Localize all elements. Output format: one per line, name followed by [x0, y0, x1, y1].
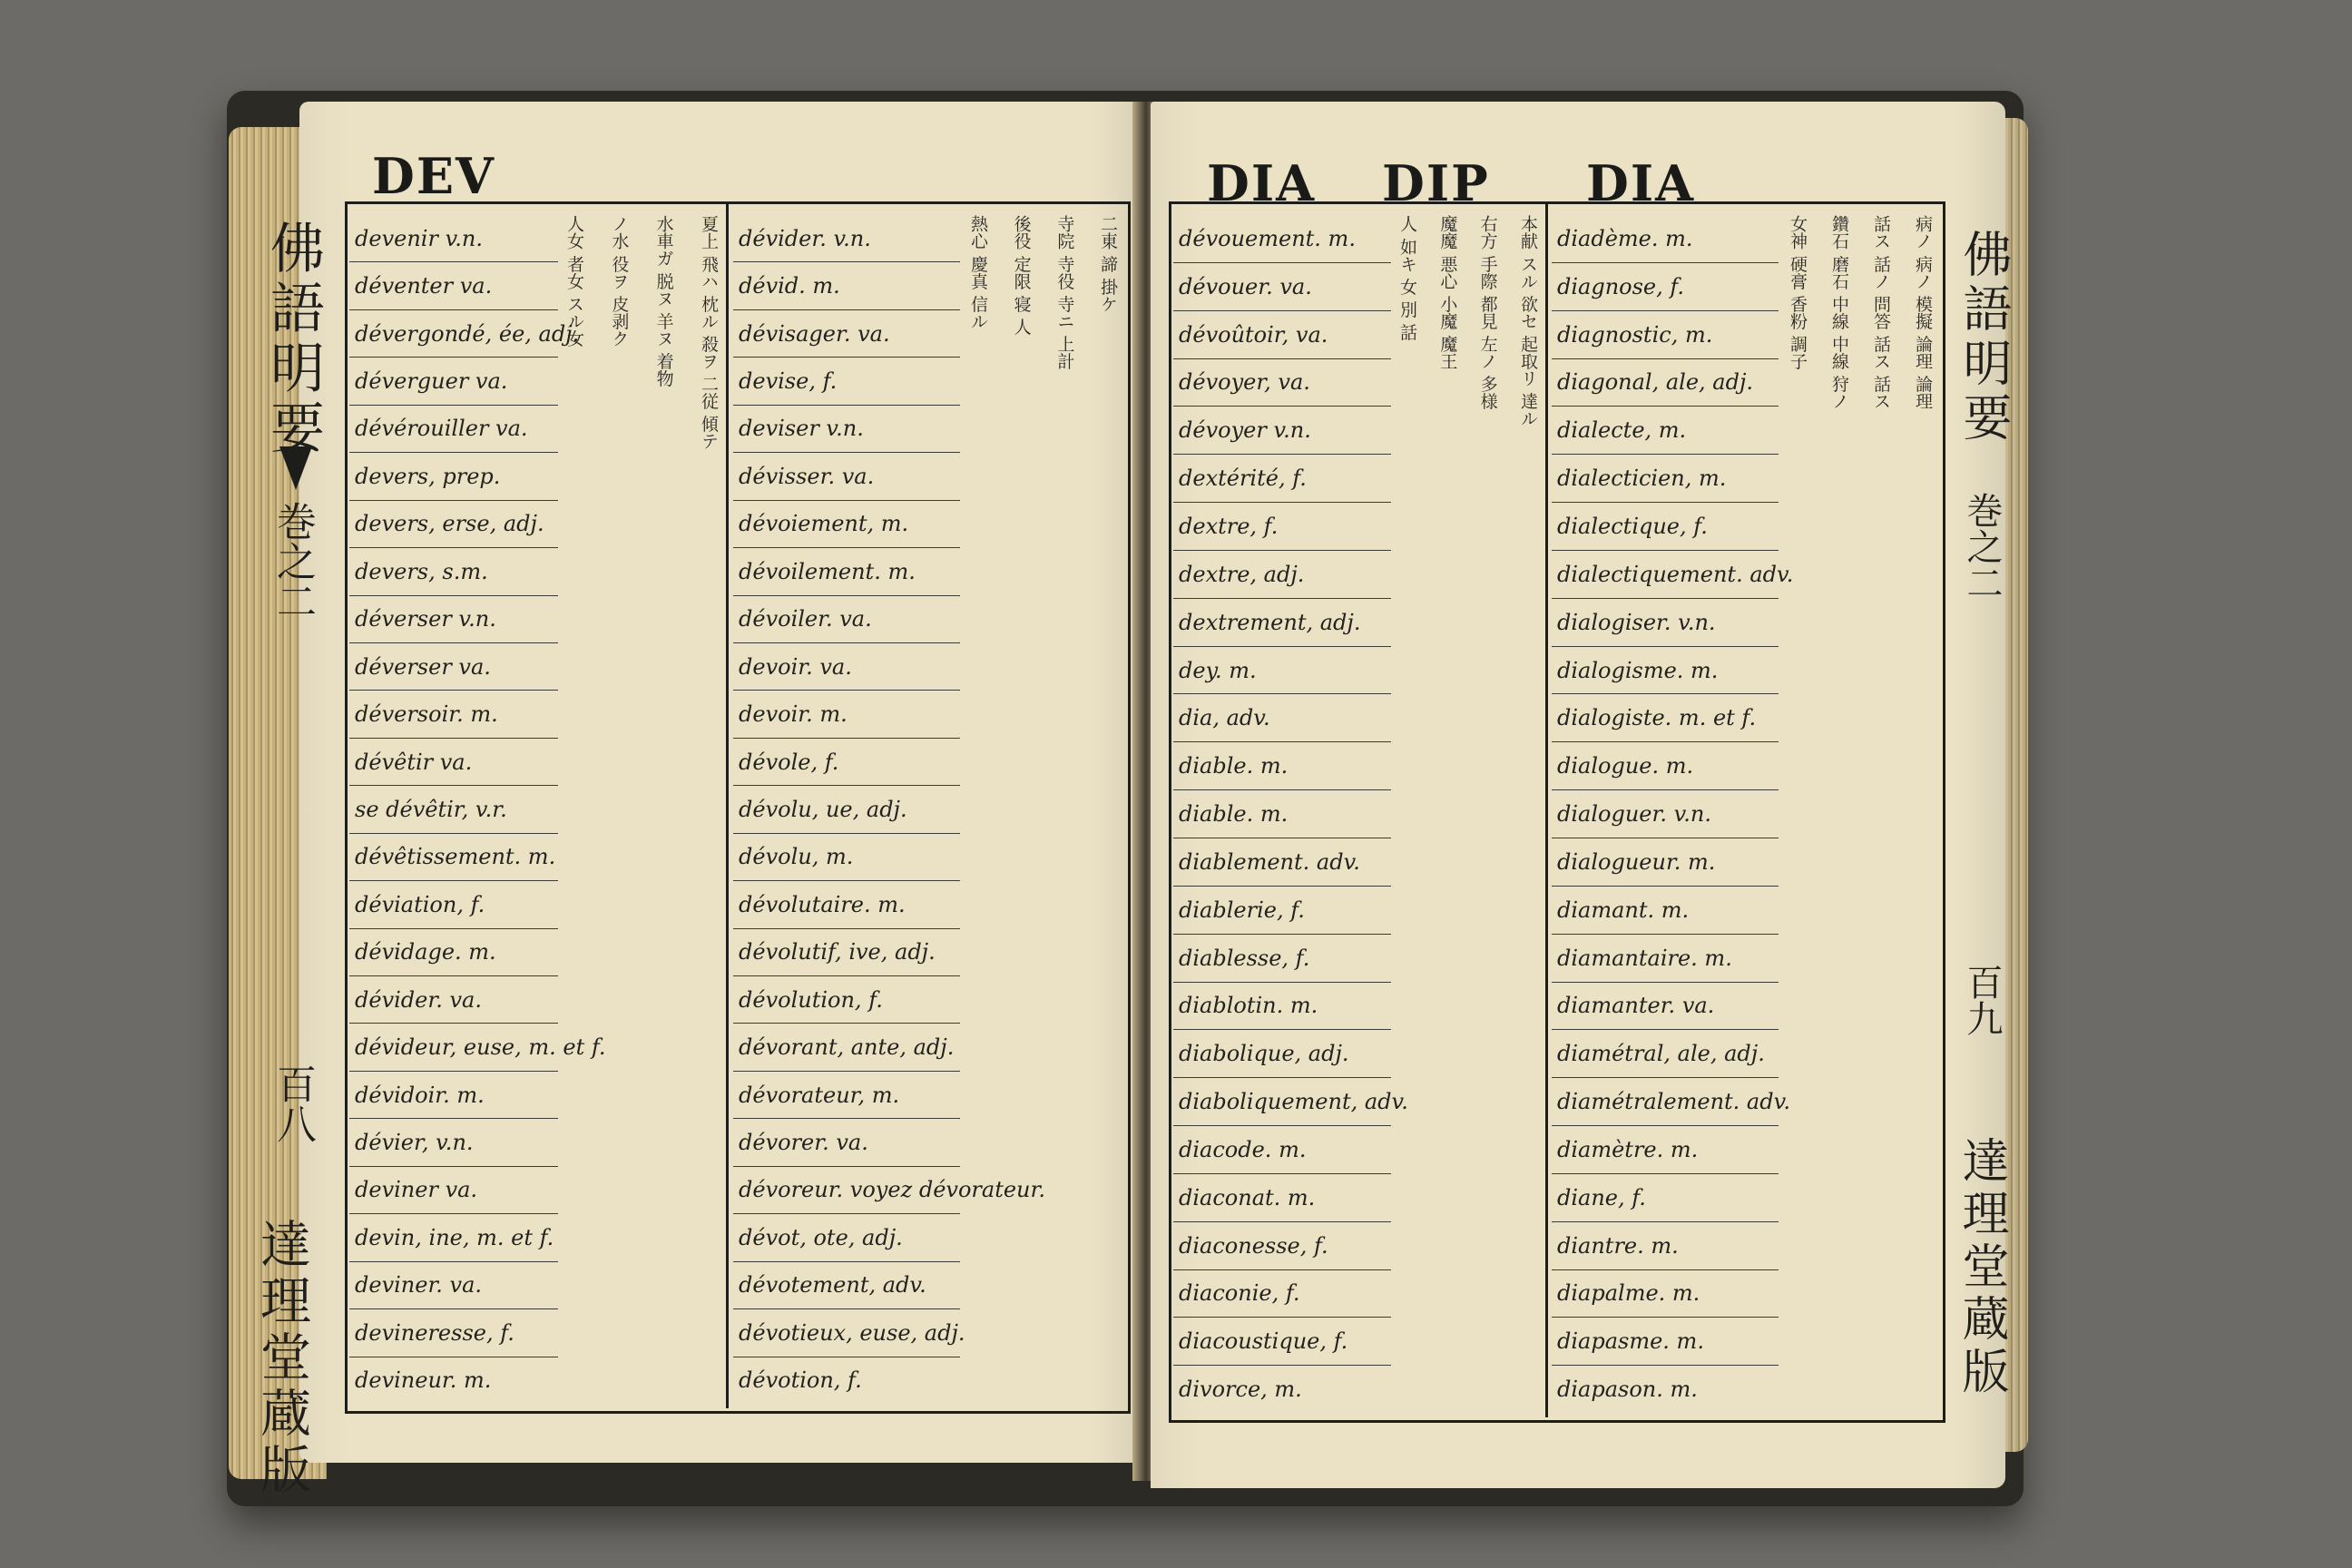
dictionary-entry: dévolu, m.: [733, 834, 960, 881]
dictionary-entry: diacoustique, f.: [1173, 1318, 1391, 1366]
left-column-rule: [726, 201, 729, 1408]
dictionary-entry: se dévêtir, v.r.: [349, 786, 558, 833]
japanese-gloss: 本献 スル 欲セ 起取リ 達ル: [1517, 215, 1538, 427]
dictionary-entry: dialecticien, m.: [1552, 455, 1779, 503]
dictionary-entry: dextérité, f.: [1173, 455, 1391, 503]
dictionary-entry: dévider. v.n.: [733, 215, 960, 262]
japanese-gloss: 人 如キ 女 別 話: [1397, 215, 1417, 341]
dictionary-entry: devenir v.n.: [349, 215, 558, 262]
japanese-gloss: 鑽石 磨石 中線 中線 狩ノ: [1829, 215, 1849, 410]
dictionary-entry: diagnostic, m.: [1552, 311, 1779, 359]
dictionary-entry: devers, erse, adj.: [349, 501, 558, 548]
dictionary-entry: dialogiser. v.n.: [1552, 599, 1779, 647]
dictionary-entry: déverser v.n.: [349, 596, 558, 643]
margin-publisher: 達理堂蔵版: [252, 1218, 311, 1499]
dictionary-entry: diamant. m.: [1552, 887, 1779, 935]
dictionary-entry: dévisser. va.: [733, 453, 960, 500]
dictionary-entry: dialectiquement. adv.: [1552, 551, 1779, 599]
dictionary-entry: divorce, m.: [1179, 1377, 1302, 1403]
dictionary-entry: diablotin. m.: [1173, 983, 1391, 1031]
dictionary-entry: dévolutaire. m.: [733, 881, 960, 928]
dictionary-entry: diabolique, adj.: [1173, 1030, 1391, 1078]
running-head-dia-1: DIA: [1207, 154, 1316, 212]
dictionary-entry: diapasme. m.: [1552, 1318, 1779, 1366]
dictionary-entry: deviner. va.: [349, 1262, 558, 1309]
dictionary-entry: dévidoir. m.: [349, 1072, 558, 1119]
dictionary-entry: dévergondé, ée, adj.: [349, 310, 558, 358]
dictionary-entry: dévérouiller va.: [349, 406, 558, 453]
dictionary-entry: diamantaire. m.: [1552, 935, 1779, 983]
japanese-gloss: 熱心 慶真 信ル: [968, 215, 988, 330]
dictionary-entry: dextrement, adj.: [1173, 599, 1391, 647]
right-entries-col2: [1552, 215, 1794, 1413]
right-margin-publisher: 達理堂蔵版: [1954, 1136, 2008, 1399]
dictionary-entry: dialogiste. m. et f.: [1552, 694, 1779, 742]
dictionary-entry: diamétral, ale, adj.: [1552, 1030, 1779, 1078]
dictionary-entry: devoir. va.: [733, 643, 960, 691]
dictionary-entry: dialectique, f.: [1552, 503, 1779, 551]
dictionary-entry: dévole, f.: [733, 739, 960, 786]
running-head-dev: DEV: [372, 147, 495, 205]
dictionary-entry: dialecte, m.: [1552, 407, 1779, 455]
dictionary-entry: diagnose, f.: [1552, 263, 1779, 311]
dictionary-entry: diantre. m.: [1552, 1222, 1779, 1270]
right-page: [1151, 102, 2013, 1488]
running-head-dip: DIP: [1382, 154, 1490, 212]
dictionary-entry: devoir. m.: [733, 691, 960, 738]
margin-title: 佛語明要: [261, 220, 325, 459]
dictionary-entry: dévotement, adv.: [733, 1262, 960, 1309]
dictionary-entry: dévoilement. m.: [733, 548, 960, 595]
dictionary-entry: dévolutif, ive, adj.: [733, 929, 960, 976]
dictionary-entry: dévoreur. voyez dévorateur.: [733, 1167, 960, 1214]
dictionary-entry: devin, ine, m. et f.: [349, 1214, 558, 1261]
right-glosses-col2: [1786, 215, 1936, 1413]
margin-folio: 百八: [270, 1063, 316, 1143]
dictionary-entry: déverser va.: [349, 643, 558, 691]
dictionary-entry: dévisager. va.: [733, 310, 960, 358]
japanese-gloss: 二東 諦 掛ケ: [1097, 215, 1118, 313]
dictionary-entry: dévouer. va.: [1173, 263, 1391, 311]
dictionary-entry: dévoyer, va.: [1173, 359, 1391, 407]
dictionary-entry: devers, prep.: [349, 453, 558, 500]
dictionary-entry: dialogueur. m.: [1552, 838, 1779, 887]
dictionary-entry: diablesse, f.: [1173, 935, 1391, 983]
margin-marker: [279, 446, 312, 490]
dictionary-entry: devise, f.: [733, 358, 960, 405]
dictionary-entry: diamanter. va.: [1552, 983, 1779, 1031]
right-glosses-col1: [1396, 215, 1541, 1413]
japanese-gloss: 後役 定限 寝 人: [1011, 215, 1032, 336]
dictionary-entry: dey. m.: [1173, 647, 1391, 695]
dictionary-entry: diamètre. m.: [1552, 1126, 1779, 1174]
dictionary-entry: dévolu, ue, adj.: [733, 786, 960, 833]
dictionary-entry: dévolution, f.: [733, 976, 960, 1024]
dictionary-entry: diadème. m.: [1552, 215, 1779, 263]
dictionary-entry: deviser v.n.: [733, 406, 960, 453]
dictionary-entry: diane, f.: [1552, 1174, 1779, 1222]
dictionary-entry: dialoguer. v.n.: [1552, 790, 1779, 838]
dictionary-entry: deviner va.: [349, 1167, 558, 1214]
dictionary-entry: diable. m.: [1173, 790, 1391, 838]
dictionary-entry: dextre, f.: [1173, 503, 1391, 551]
dictionary-entry: diable. m.: [1173, 742, 1391, 790]
dictionary-entry: diablerie, f.: [1173, 887, 1391, 935]
right-column-rule: [1545, 201, 1548, 1417]
dictionary-entry: dévouement. m.: [1173, 215, 1391, 263]
dictionary-entry: dévorant, ante, adj.: [733, 1024, 960, 1071]
japanese-gloss: 話ス 話ノ 問答 話ス 話ス: [1871, 215, 1891, 410]
right-margin-volume: 巻之二: [1961, 492, 2003, 601]
japanese-gloss: 女神 硬膏 香粉 調子: [1788, 215, 1808, 370]
dictionary-entry: dévêtissement. m.: [349, 834, 558, 881]
dictionary-entry: diaconat. m.: [1173, 1174, 1391, 1222]
dictionary-entry: devineresse, f.: [349, 1309, 558, 1357]
dictionary-entry: devers, s.m.: [349, 548, 558, 595]
dictionary-entry: dialogisme. m.: [1552, 647, 1779, 695]
japanese-gloss: 人女 者女 スル女: [564, 215, 584, 348]
dictionary-entry: diaconesse, f.: [1173, 1222, 1391, 1270]
dictionary-entry: déverguer va.: [349, 358, 558, 405]
running-head-dia-2: DIA: [1586, 154, 1695, 212]
dictionary-entry: diapalme. m.: [1552, 1270, 1779, 1318]
dictionary-entry: diacode. m.: [1173, 1126, 1391, 1174]
left-glosses-col2: [966, 215, 1121, 1404]
right-margin-folio: 百九: [1961, 964, 2003, 1036]
dictionary-entry: dévoyer v.n.: [1173, 407, 1391, 455]
dictionary-entry: dia, adv.: [1173, 694, 1391, 742]
dictionary-entry: déventer va.: [349, 262, 558, 309]
dictionary-entry: dévoiler. va.: [733, 596, 960, 643]
dictionary-entry: dévotieux, euse, adj.: [733, 1309, 960, 1357]
japanese-gloss: 魔魔 悪心 小魔 魔王: [1437, 215, 1458, 370]
japanese-gloss: 夏上 飛ハ 枕ル 殺ヲ 二従 傾テ: [698, 215, 719, 450]
dictionary-entry: dévot, ote, adj.: [733, 1214, 960, 1261]
left-glosses-col1: [563, 215, 721, 1404]
dictionary-entry: dévorateur, m.: [733, 1072, 960, 1119]
dictionary-entry: diablement. adv.: [1173, 838, 1391, 887]
dictionary-entry: devineur. m.: [355, 1367, 492, 1394]
japanese-gloss: 水車ガ 脱ヌ 羊ヌ 着物: [653, 215, 674, 387]
dictionary-entry: dévidage. m.: [349, 929, 558, 976]
japanese-gloss: 右方 手際 都見 左ノ 多様: [1477, 215, 1498, 410]
dictionary-entry: diapason. m.: [1557, 1377, 1698, 1403]
margin-volume: 巻之二: [270, 501, 316, 621]
dictionary-entry: dialogue. m.: [1552, 742, 1779, 790]
dictionary-entry: dévoûtoir, va.: [1173, 311, 1391, 359]
dictionary-entry: dévorer. va.: [733, 1119, 960, 1166]
left-page: [252, 102, 1142, 1499]
dictionary-entry: diaboliquement, adv.: [1173, 1078, 1391, 1126]
japanese-gloss: ノ水 役ヲ 皮剥ク: [609, 215, 630, 348]
dictionary-entry: diagonal, ale, adj.: [1552, 359, 1779, 407]
dictionary-entry: dévider. va.: [349, 976, 558, 1024]
dictionary-entry: dextre, adj.: [1173, 551, 1391, 599]
dictionary-entry: dévêtir va.: [349, 739, 558, 786]
dictionary-entry: déviation, f.: [349, 881, 558, 928]
right-margin-title: 佛語明要: [1955, 229, 2013, 446]
dictionary-entry: diamétralement. adv.: [1552, 1078, 1779, 1126]
dictionary-entry: dévier, v.n.: [349, 1119, 558, 1166]
japanese-gloss: 寺院 寺役 寺ニ 上計: [1054, 215, 1075, 370]
dictionary-entry: dévid. m.: [733, 262, 960, 309]
japanese-gloss: 病ノ 病ノ 模擬 論理 論理: [1913, 215, 1933, 410]
dictionary-entry: dévideur, euse, m. et f.: [349, 1024, 558, 1071]
dictionary-entry: diaconie, f.: [1173, 1270, 1391, 1318]
dictionary-entry: déversoir. m.: [349, 691, 558, 738]
dictionary-entry: dévoiement, m.: [733, 501, 960, 548]
dictionary-entry: dévotion, f.: [739, 1367, 862, 1394]
